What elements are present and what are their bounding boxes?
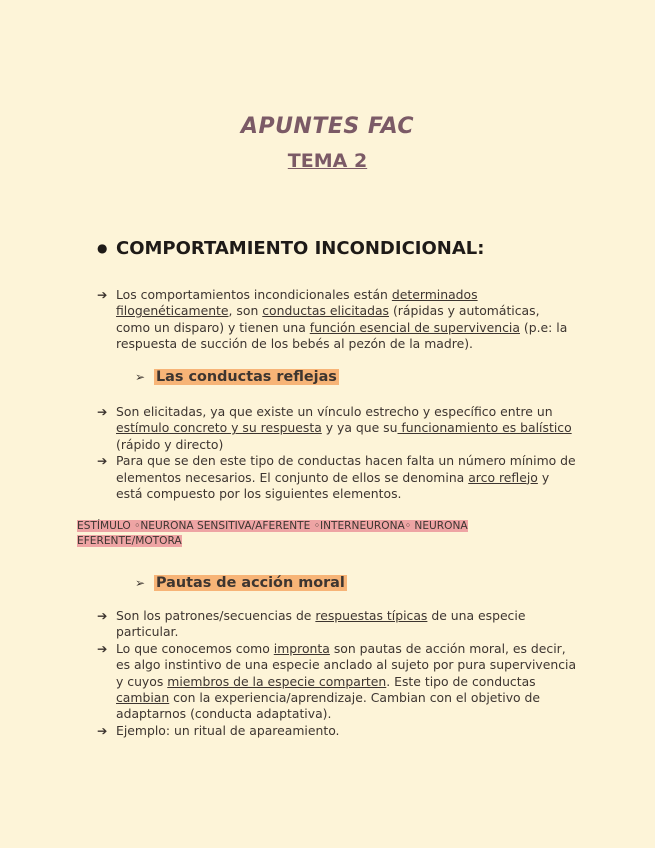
arrow-icon: ➔	[97, 722, 108, 738]
text: y ya que su	[321, 420, 398, 436]
text: Son los patrones/secuencias de	[116, 608, 316, 623]
underlined-text: respuestas típicas	[315, 608, 428, 623]
underlined-text: determinados filogenéticamente	[116, 287, 478, 319]
list-item	[97, 641, 577, 723]
arc-reflex-elements	[77, 519, 537, 548]
text: Lo que conocemos como	[116, 640, 274, 656]
text: , son	[228, 303, 263, 319]
underlined-text: impronta	[273, 640, 330, 656]
subheading-text: Las conductas reflejas	[156, 369, 337, 385]
text: Para que se den este tipo de conductas hacen falta un número mínimo de elementos necesarios. El conjunto de ellos se denomina	[116, 453, 576, 485]
text: Los comportamientos incondicionales están	[116, 287, 392, 302]
arrow-icon: ➔	[97, 287, 108, 302]
bullet-icon: ●	[97, 241, 108, 255]
text: (rápidas y automáticas, como un disparo) y tienen una	[116, 303, 540, 335]
triangle-arrow-icon: ➢	[135, 576, 146, 590]
text: son pautas de acción moral, es decir, es algo instintivo de una especie anclado al sujeto por pura supervivencia y cuyos	[116, 640, 577, 689]
text: (p.e: la respuesta de succión de los bebés al pezón de la madre).	[116, 319, 568, 352]
arrow-icon: ➔	[97, 453, 108, 469]
underlined-text: cambian	[116, 690, 170, 706]
text: Ejemplo: un ritual de apareamiento.	[116, 722, 340, 738]
subheading-pautas	[135, 575, 347, 591]
arrow-icon: ➔	[97, 608, 108, 623]
list-item	[97, 453, 577, 502]
list-item	[97, 723, 577, 739]
subheading-reflejas	[135, 369, 339, 385]
underlined-text: funcionamiento es balístico	[397, 420, 572, 436]
list-reflejas	[97, 404, 577, 502]
text: (rápido y directo)	[116, 436, 224, 452]
text: con la experiencia/aprendizaje. Cambian con el objetivo de adaptarnos (conducta adaptativa).	[116, 690, 541, 722]
text: . Este tipo de conductas	[386, 673, 536, 689]
underlined-text: miembros de la especie comparten	[167, 673, 387, 689]
underlined-text: estímulo concreto y su respuesta	[116, 420, 322, 436]
highlighted-text: ESTÍMULO ◦NEURONA SENSITIVA/AFERENTE ◦INTERNEURONA◦ NEURONA EFERENTE/MOTORA	[77, 520, 468, 547]
underlined-text: función esencial de supervivencia	[309, 319, 520, 335]
list-pautas	[97, 608, 577, 739]
arrow-icon: ➔	[97, 640, 108, 656]
triangle-arrow-icon: ➢	[135, 370, 146, 384]
text: de una especie particular.	[116, 608, 526, 640]
underlined-text: conductas elicitadas	[262, 303, 389, 319]
text: y está compuesto por los siguientes elementos.	[116, 469, 550, 502]
section-heading-comportamiento	[97, 238, 484, 259]
underlined-text: arco reflejo	[468, 469, 538, 485]
list-item	[97, 608, 577, 641]
list-item	[97, 404, 577, 453]
list-item	[97, 287, 577, 353]
arrow-icon: ➔	[97, 404, 108, 419]
section-heading-text: COMPORTAMIENTO INCONDICIONAL:	[116, 238, 485, 259]
page-title: APUNTES FAC	[240, 114, 415, 139]
text: Son elicitadas, ya que existe un vínculo estrecho y específico entre un	[116, 404, 553, 419]
page-subtitle: TEMA 2	[287, 150, 368, 172]
paragraph-intro	[97, 287, 577, 353]
subheading-text: Pautas de acción moral	[156, 575, 345, 591]
